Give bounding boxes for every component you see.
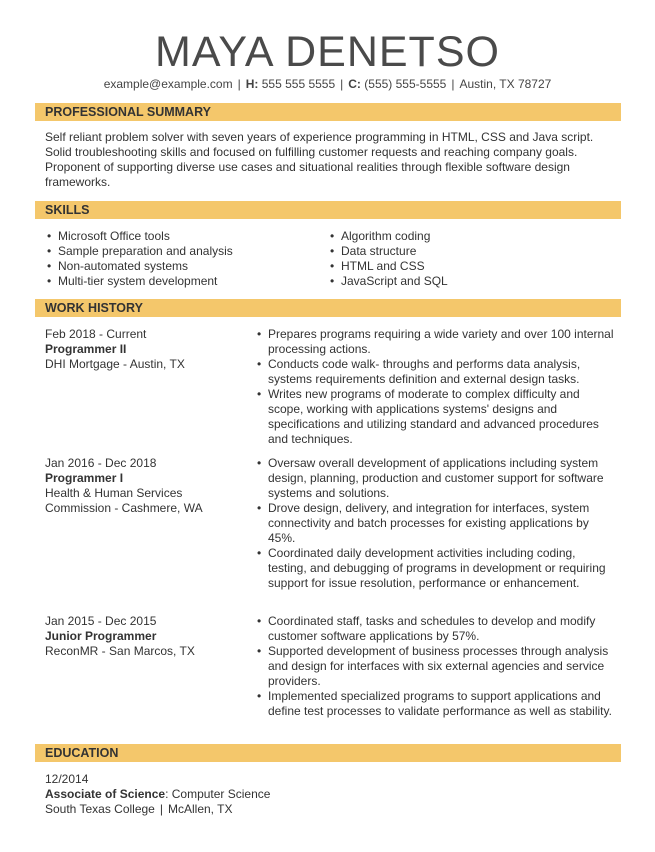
job-bullet: • Conducts code walk- throughs and performs data analysis, systems requirements definition and external design tasks. — [255, 357, 615, 387]
job-bullet: • Drove design, delivery, and integration for interfaces, system connectivity and batch processes for existing applications by 45%. — [255, 501, 615, 546]
job-bullet: • Coordinated daily development activities including coding, testing, and debugging of programs in development or requiring support for issue resolution, performance or enhancement. — [255, 546, 615, 591]
job-details — [45, 327, 245, 372]
job-bullets — [255, 456, 615, 591]
job-title: Programmer II — [45, 342, 127, 356]
job-bullet: • Prepares programs requiring a wide variety and over 100 internal processing actions. — [255, 327, 615, 357]
skill-item: • Sample preparation and analysis — [45, 244, 315, 259]
job-bullets — [255, 614, 615, 719]
email-text: example@example.com — [103, 77, 233, 91]
candidate-name: MAYA DENETSO — [155, 28, 500, 76]
job-bullet: • Coordinated staff, tasks and schedules to develop and modify customer software applications by 57%. — [255, 614, 615, 644]
skill-item: • Multi-tier system development — [45, 274, 315, 289]
job-dates: Feb 2018 - Current — [45, 327, 147, 341]
education-details — [45, 772, 615, 817]
education-heading: EDUCATION — [45, 746, 119, 760]
skill-item: • Algorithm coding — [328, 229, 598, 244]
job-bullet: • Writes new programs of moderate to complex difficulty and scope, working with applications systems' designs and specifications and utilizing standard and advanced procedures and techniques. — [255, 387, 615, 447]
summary-heading: PROFESSIONAL SUMMARY — [45, 105, 211, 119]
job-dates: Jan 2016 - Dec 2018 — [45, 456, 157, 470]
job-employer: ReconMR - San Marcos, TX — [45, 644, 195, 658]
contact-line: example@example.com | H: 555 555 5555 | C: (555) 555-5555 | Austin, TX 78727 — [103, 77, 552, 91]
job-title: Junior Programmer — [45, 629, 157, 643]
job-employer: DHI Mortgage - Austin, TX — [45, 357, 185, 371]
skills-heading: SKILLS — [45, 203, 90, 217]
job-bullet: • Oversaw overall development of applications including system design, planning, production and customer support for software systems and solutions. — [255, 456, 615, 501]
education-date: 12/2014 — [45, 772, 89, 786]
education-degree-line: Associate of Science: Computer Science — [45, 787, 271, 801]
job-bullet: • Supported development of business processes through analysis and design for interfaces with six external agencies and service providers. — [255, 644, 615, 689]
field-of-study: Computer Science — [171, 787, 271, 801]
cell-phone: (555) 555-5555 — [364, 77, 447, 91]
skill-item: • HTML and CSS — [328, 259, 598, 274]
job-details — [45, 456, 225, 516]
school-name: South Texas College — [45, 802, 155, 816]
skills-list-left — [45, 229, 315, 289]
job-employer: Health & Human Services Commission - Cashmere, WA — [45, 486, 203, 515]
education-section-header — [35, 744, 621, 762]
job-title: Programmer I — [45, 471, 124, 485]
summary-text: Self reliant problem solver with seven years of experience programming in HTML, CSS and Java script. Solid troubleshooting skills and focused on fulfilling customer requests and reaching company goals. Proponent of supporting diverse use cases and situational realities through flexible software design frameworks. — [45, 130, 594, 189]
skills-list-right — [328, 229, 598, 289]
job-bullet: • Implemented specialized programs to support applications and define test processes to validate performance as well as stability. — [255, 689, 615, 719]
work-section-header — [35, 299, 621, 317]
skills-section-header — [35, 201, 621, 219]
home-phone: 555 555 5555 — [261, 77, 336, 91]
skill-item: • JavaScript and SQL — [328, 274, 598, 289]
home-phone-label: H: — [245, 77, 259, 91]
education-school-line: South Texas College | McAllen, TX — [45, 802, 233, 816]
skill-item: • Non-automated systems — [45, 259, 315, 274]
summary-section-header — [35, 103, 621, 121]
cell-phone-label: C: — [348, 77, 361, 91]
job-details — [45, 614, 245, 659]
skill-item: • Data structure — [328, 244, 598, 259]
skill-item: • Microsoft Office tools — [45, 229, 315, 244]
work-heading: WORK HISTORY — [45, 301, 143, 315]
job-dates: Jan 2015 - Dec 2015 — [45, 614, 157, 628]
school-location: McAllen, TX — [167, 802, 233, 816]
location-text: Austin, TX 78727 — [459, 77, 552, 91]
degree: Associate of Science — [45, 787, 166, 801]
job-bullets — [255, 327, 615, 447]
